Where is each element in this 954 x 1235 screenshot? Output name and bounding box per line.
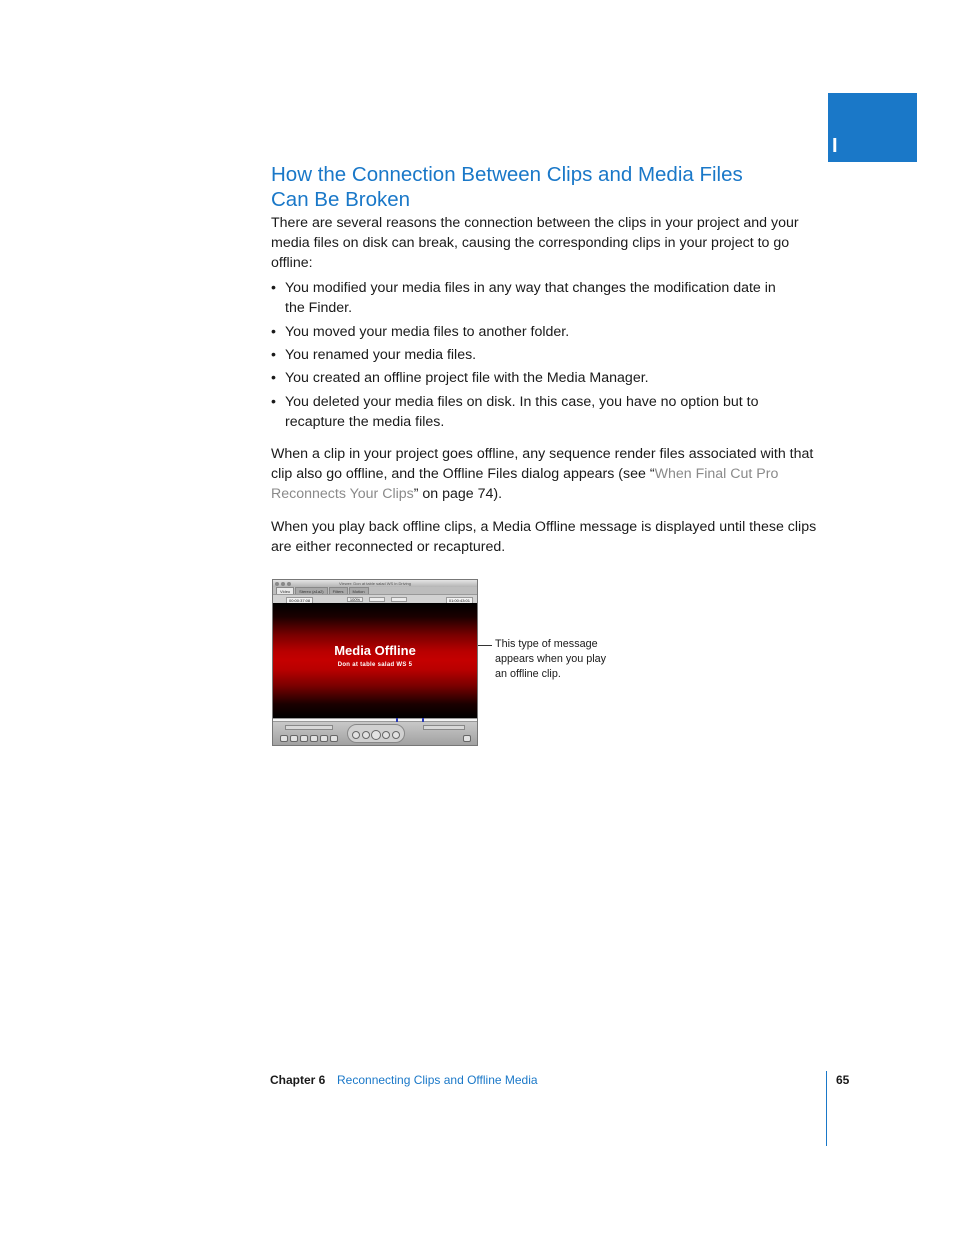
heading-line: How the Connection Between Clips and Media Files <box>271 163 743 186</box>
footer-chapter-title[interactable]: Reconnecting Clips and Offline Media <box>337 1073 538 1087</box>
viewer-titlebar <box>273 580 477 587</box>
list-item <box>271 368 827 388</box>
footer-divider <box>826 1071 827 1146</box>
list-item <box>271 392 827 432</box>
media-offline-clip-name: Don at table salad WS 5 <box>337 662 413 668</box>
media-offline-title: Media Offline <box>334 643 416 658</box>
chapter-tab-label: I <box>832 135 838 157</box>
heading-line: Can Be Broken <box>271 188 411 211</box>
next-edit-icon <box>382 731 390 739</box>
mark-out-icon <box>330 735 338 742</box>
text-line: There are several reasons the connection between the clips in your project and your <box>271 215 799 231</box>
duration-timecode: 00:00:37:08 <box>286 597 313 604</box>
text-line: • You modified your media files in any way that changes the modification date in <box>285 280 776 296</box>
page-number: 65 <box>836 1073 850 1087</box>
text-run: clip also go offline, and the Offline Files dialog appears (see “ <box>271 466 655 483</box>
zoom-popup <box>347 597 363 602</box>
callout-line: appears when you play <box>495 653 607 665</box>
list-item <box>271 345 827 365</box>
text-line: recapture the media files. <box>285 413 445 430</box>
viewer-title: Viewer: Don at table salad WS in Driving <box>339 581 411 586</box>
callout-text <box>495 637 625 682</box>
list-item <box>271 322 827 342</box>
viewer-window-screenshot <box>272 579 478 746</box>
callout-line: This type of message <box>495 638 598 650</box>
tab-stereo: Stereo (a1a2) <box>295 587 327 595</box>
view-popup <box>369 597 385 602</box>
tab-video: Video <box>276 587 294 595</box>
video-canvas <box>273 603 477 718</box>
cross-reference-link[interactable]: When Final Cut Pro <box>654 466 779 483</box>
text-line: offline: <box>271 255 313 272</box>
overlay-popup <box>391 597 407 602</box>
current-timecode: 01:00:43:01 <box>446 597 473 604</box>
text-line: • You deleted your media files on disk. In this case, you have no option but to <box>285 393 759 410</box>
intro-paragraph <box>271 213 827 274</box>
text-line: When a clip in your project goes offline, any sequence render files associated with that <box>271 446 814 462</box>
cross-reference-link[interactable]: Reconnects Your Clips <box>271 486 414 503</box>
text-line <box>271 464 827 484</box>
recent-clips-icon <box>463 735 471 742</box>
timecode-bar <box>273 594 477 603</box>
text-line: When you play back offline clips, a Media Offline message is displayed until these clips <box>271 519 817 535</box>
mark-clip-icon <box>290 735 298 742</box>
section-heading <box>271 162 791 212</box>
previous-edit-icon <box>362 731 370 739</box>
text-run: ” on page 74). <box>413 486 503 503</box>
tab-motion: Motion <box>349 587 369 595</box>
list-item <box>271 278 827 318</box>
jog-control <box>423 725 465 730</box>
text-line: media files on disk can break, causing the corresponding clips in your project to go <box>271 235 790 252</box>
play-around-icon <box>392 731 400 739</box>
footer-chapter-label: Chapter 6 <box>270 1073 326 1087</box>
add-marker-icon <box>310 735 318 742</box>
zoom-value: 100% <box>349 596 361 602</box>
text-line: • You renamed your media files. <box>285 346 477 363</box>
in-out-icon <box>352 731 360 739</box>
text-line: • You moved your media files to another folder. <box>285 323 570 340</box>
play-icon <box>371 730 381 740</box>
text-line <box>271 484 827 504</box>
match-frame-icon <box>280 735 288 742</box>
shuttle-control <box>285 725 333 730</box>
offline-paragraph <box>271 444 827 505</box>
playback-paragraph <box>271 517 827 557</box>
add-keyframe-icon <box>300 735 308 742</box>
callout-leader-line <box>478 645 492 646</box>
transport-controls <box>273 722 477 746</box>
text-line: the Finder. <box>285 300 353 317</box>
text-line: are either reconnected or recaptured. <box>271 539 506 556</box>
mark-in-icon <box>320 735 328 742</box>
text-line: • You created an offline project file with the Media Manager. <box>285 370 649 387</box>
reasons-list <box>271 278 827 435</box>
callout-line: an offline clip. <box>495 668 561 680</box>
tab-filters: Filters <box>329 587 348 595</box>
chapter-tab <box>828 93 917 162</box>
